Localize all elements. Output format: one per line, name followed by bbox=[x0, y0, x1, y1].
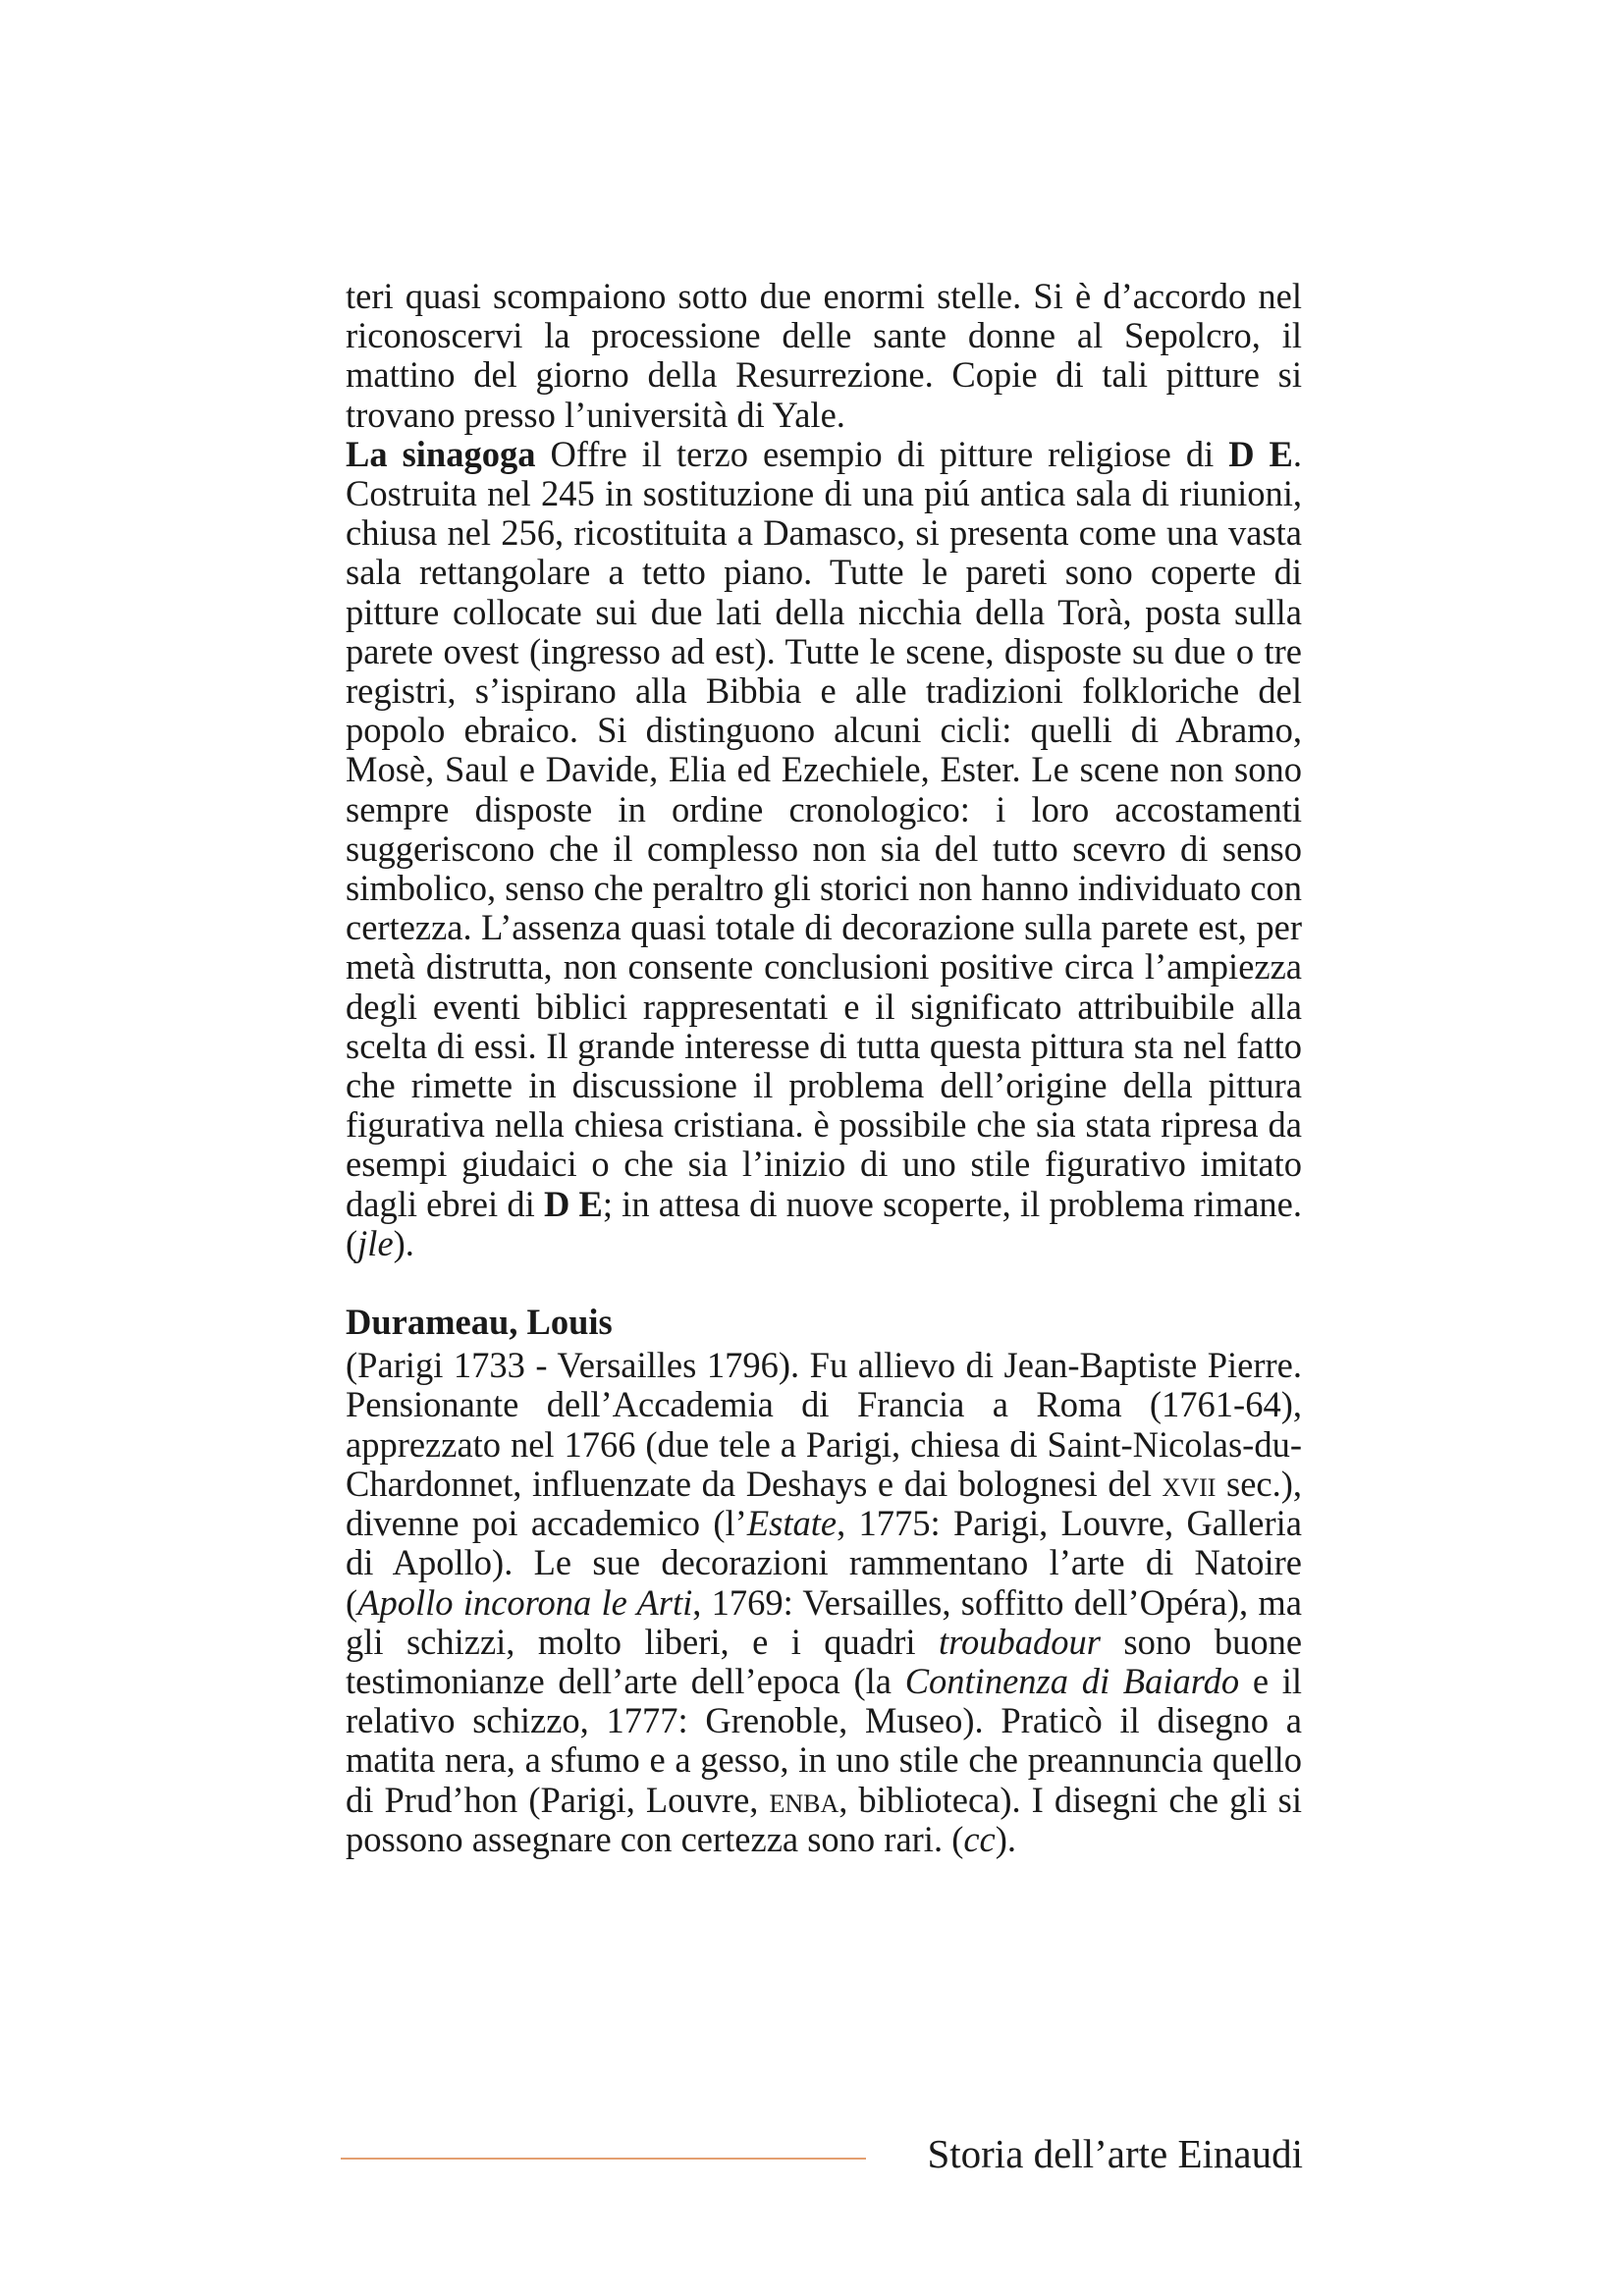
intro-text: teri quasi scompaiono sotto due enormi stelle. Si è d’accordo nel riconoscervi la processione delle sante donne al Sepolcro, il mattino del giorno della Resurrezione. Copie di tali pitture si trovano presso l’università di Yale. bbox=[346, 276, 1302, 435]
work-title-3: Continenza di Baiardo bbox=[904, 1660, 1240, 1701]
entry-text-8: ). bbox=[995, 1818, 1017, 1859]
synagogue-text-4: ). bbox=[393, 1222, 414, 1263]
century-numeral: xvii bbox=[1162, 1463, 1217, 1504]
page-body bbox=[346, 277, 1302, 1859]
synagogue-text-1: Offre il terzo esempio di pitture religiose di bbox=[550, 433, 1215, 474]
footer-divider bbox=[341, 2158, 866, 2160]
synagogue-text-3: ; in attesa di nuove scoperte, il problema rimane. ( bbox=[346, 1183, 1302, 1263]
entry-text-4: , 1769: Versailles, soffitto dell’Opéra), ma gli schizzi, molto liberi, e i quadri bbox=[346, 1581, 1302, 1662]
entry-paragraph bbox=[346, 1346, 1302, 1859]
synagogue-heading: La sinagoga bbox=[346, 433, 536, 474]
author-initials: jle bbox=[357, 1222, 394, 1263]
entry-text-6: e il relativo schizzo, 1777: Grenoble, Museo). Praticò il disegno a matita nera, a sfumo e a gesso, in uno stile che preannuncia quello di Prud’hon (Parigi, Louvre, bbox=[346, 1660, 1303, 1820]
work-title-2: Apollo incorona le Arti bbox=[357, 1581, 693, 1623]
entry-text-1: (Parigi 1733 - Versailles 1796). Fu allievo di Jean-Baptiste Pierre. Pensionante dell’Accademia di Francia a Roma (1761-64), apprezzato nel 1766 (due tele a Parigi, chiesa di Saint-Nicolas-du-Chardonnet, influenzate da Deshays e dai bolognesi del bbox=[346, 1345, 1302, 1504]
site-abbreviation: D E bbox=[1228, 433, 1293, 474]
institution-abbreviation: enba bbox=[769, 1779, 839, 1820]
entry-text-7: , biblioteca). I disegni che gli si possono assegnare con certezza sono rari. ( bbox=[346, 1779, 1302, 1859]
synagogue-paragraph bbox=[346, 435, 1302, 1263]
entry-text-3: , 1775: Parigi, Louvre, Galleria di Apollo). Le sue decorazioni rammentano l’arte di Natoire ( bbox=[346, 1503, 1302, 1623]
synagogue-text-2: . Costruita nel 245 in sostituzione di una piú antica sala di riunioni, chiusa nel 256, ricostituita a Damasco, si presenta come una vasta sala rettangolare a tetto piano. Tutte le pareti sono coperte di pitture collocate sui due lati della nicchia della Torà, posta sulla parete ovest (ingresso ad est). Tutte le scene, disposte su due o tre registri, s’ispirano alla Bibbia e alle tradizioni folkloriche del popolo ebraico. Si distinguono alcuni cicli: quelli di Abramo, Mosè, Saul e Davide, Elia ed Ezechiele, Ester. Le scene non sono sempre disposte in ordine cronologico: i loro accostamenti suggeriscono che il complesso non sia del tutto scevro di senso simbolico, senso che peraltro gli storici non hanno individuato con certezza. L’assenza quasi totale di decorazione sulla parete est, per metà distrutta, non consente conclusioni positive circa l’ampiezza degli eventi biblici rappresentati e il significato attribuibile alla scelta di essi. Il grande interesse di tutta questa pittura sta nel fatto che rimette in discussione il problema dell’origine della pittura figurativa nella chiesa cristiana. è possibile che sia stata ripresa da esempi giudaici o che sia l’inizio di uno stile figurativo imitato dagli ebrei di bbox=[346, 433, 1303, 1224]
entry-text-5: sono buone testimonianze dell’arte dell’epoca (la bbox=[346, 1621, 1303, 1701]
entry-text-2: sec.), divenne poi accademico (l’ bbox=[346, 1463, 1303, 1544]
entry-title: Durameau, Louis bbox=[346, 1302, 613, 1343]
footer-publisher: Storia dell’arte Einaudi bbox=[927, 2131, 1303, 2176]
style-term: troubadour bbox=[939, 1621, 1101, 1662]
work-title-1: Estate bbox=[746, 1503, 838, 1544]
site-abbreviation-2: D E bbox=[543, 1183, 603, 1224]
entry-author-initials: cc bbox=[963, 1818, 996, 1859]
intro-paragraph bbox=[346, 277, 1302, 435]
